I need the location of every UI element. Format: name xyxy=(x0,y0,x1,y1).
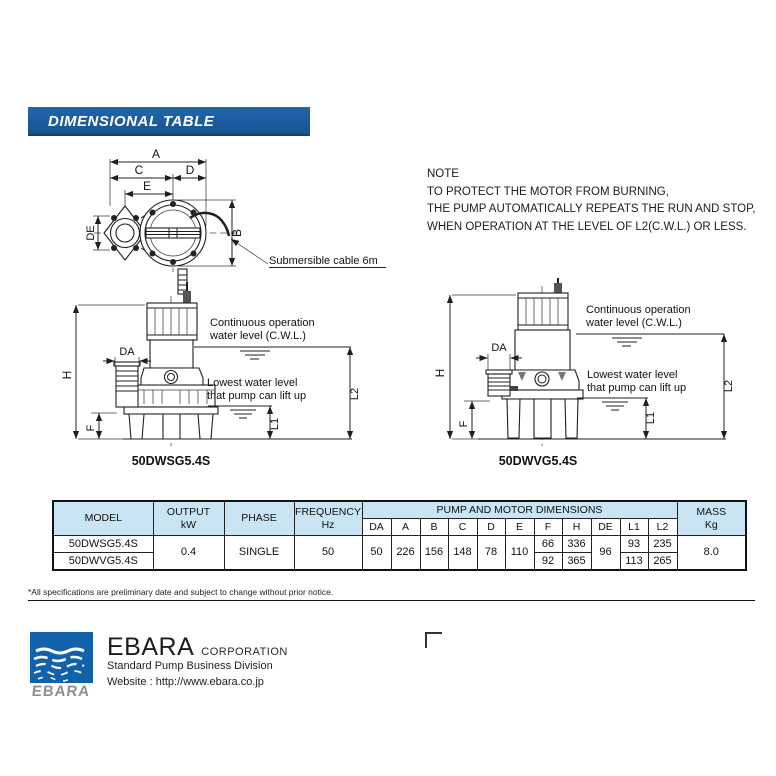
col-header-frequency-line1: FREQUENCY xyxy=(295,506,361,519)
cell-mass: 8.0 xyxy=(677,536,746,571)
col-header-frequency-line2: Hz xyxy=(321,518,335,531)
dim-label-F: F xyxy=(458,420,470,428)
pump-drawing xyxy=(486,278,583,438)
model-caption-dwvg: 50DWVG5.4S xyxy=(498,454,578,468)
dim-label-H: H xyxy=(433,368,447,378)
cell-c: 148 xyxy=(448,536,477,571)
col-header-output-line1: OUTPUT xyxy=(166,506,211,519)
col-header-b: B xyxy=(420,519,448,536)
cell-h: 365 xyxy=(562,553,591,571)
col-header-l2: L2 xyxy=(648,519,677,536)
col-header-frequency xyxy=(294,501,362,536)
dim-label-DE: DE xyxy=(85,225,97,241)
col-header-de: DE xyxy=(591,519,620,536)
dim-label-A: A xyxy=(151,147,161,161)
logo-wordmark: EBARA xyxy=(30,683,92,700)
division-line: Standard Pump Business Division xyxy=(107,660,273,672)
note-line: TO PROTECT THE MOTOR FROM BURNING, xyxy=(427,185,669,198)
col-header-e: E xyxy=(505,519,534,536)
col-header-mass-line2: Kg xyxy=(704,518,718,531)
col-header-d: D xyxy=(477,519,505,536)
dim-label-C: C xyxy=(134,163,144,177)
cell-a: 226 xyxy=(391,536,420,571)
dimensional-table xyxy=(52,500,747,571)
section-title-bar xyxy=(28,107,310,136)
col-header-dimensions-group: PUMP AND MOTOR DIMENSIONS xyxy=(362,501,677,519)
cell-l2: 235 xyxy=(648,536,677,553)
pump-side-view-dwsg xyxy=(60,278,380,478)
cell-f: 66 xyxy=(534,536,562,553)
dim-label-L1: L1 xyxy=(645,411,657,425)
cell-l1: 93 xyxy=(620,536,648,553)
cwl-text-line1: Continuous operation xyxy=(210,317,315,329)
model-caption-dwsg: 50DWSG5.4S xyxy=(131,454,211,468)
col-header-mass xyxy=(677,501,746,536)
col-header-h: H xyxy=(562,519,591,536)
pump-body-top xyxy=(140,200,206,266)
crop-mark-icon xyxy=(425,632,443,650)
dim-label-DA: DA xyxy=(491,342,507,354)
cable-label: Submersible cable 6m xyxy=(269,255,378,267)
cell-phase: SINGLE xyxy=(224,536,294,571)
dim-label-H: H xyxy=(60,370,74,380)
dim-label-E: E xyxy=(142,179,152,193)
lwl-text-line2: that pump can lift up xyxy=(207,390,307,402)
section-title: DIMENSIONAL TABLE xyxy=(48,113,215,130)
company-type: CORPORATION xyxy=(201,646,288,658)
lwl-text-line1: Lowest water level xyxy=(207,377,298,389)
note-line: NOTE xyxy=(427,168,459,180)
col-header-output-line2: kW xyxy=(180,518,197,531)
col-header-f: F xyxy=(534,519,562,536)
footnote: *All specifications are preliminary date and subject to change without prior notice. xyxy=(28,587,334,597)
cell-output: 0.4 xyxy=(153,536,224,571)
cell-f: 92 xyxy=(534,553,562,571)
dim-label-L2: L2 xyxy=(723,379,735,393)
col-header-model: MODEL xyxy=(53,501,153,536)
cell-h: 336 xyxy=(562,536,591,553)
cell-da: 50 xyxy=(362,536,391,571)
ebara-logo xyxy=(30,632,93,683)
dim-label-L2: L2 xyxy=(349,387,361,401)
col-header-l1: L1 xyxy=(620,519,648,536)
cell-model: 50DWSG5.4S xyxy=(53,536,153,553)
pump-drawing xyxy=(114,282,218,439)
note-block xyxy=(427,166,772,236)
cell-l2: 265 xyxy=(648,553,677,571)
col-header-output xyxy=(153,501,224,536)
footnote-rule xyxy=(28,600,755,601)
dim-label-D: D xyxy=(185,163,195,177)
col-header-da: DA xyxy=(362,519,391,536)
pump-side-view-dwvg xyxy=(430,278,760,478)
col-header-a: A xyxy=(391,519,420,536)
lwl-text-line2: that pump can lift up xyxy=(587,382,687,394)
table-row-dwsg xyxy=(53,536,746,553)
cwl-text-line2: water level (C.W.L.) xyxy=(586,317,682,329)
cell-l1: 113 xyxy=(620,553,648,571)
cell-e: 110 xyxy=(505,536,534,571)
cell-model: 50DWVG5.4S xyxy=(53,553,153,571)
cable-leader-line xyxy=(231,239,268,264)
cwl-text-line1: Continuous operation xyxy=(586,304,691,316)
website-line: Website : http://www.ebara.co.jp xyxy=(107,676,264,688)
note-line: WHEN OPERATION AT THE LEVEL OF L2(C.W.L.) OR LESS. xyxy=(427,220,747,233)
dim-label-F: F xyxy=(85,424,97,432)
col-header-mass-line1: MASS xyxy=(696,506,727,519)
note-line: THE PUMP AUTOMATICALLY REPEATS THE RUN AND STOP, xyxy=(427,203,756,215)
company-name: EBARA xyxy=(107,633,195,661)
company-line xyxy=(107,633,288,662)
dim-label-B: B xyxy=(230,228,244,238)
cell-d: 78 xyxy=(477,536,505,571)
cell-frequency: 50 xyxy=(294,536,362,571)
dim-label-L1: L1 xyxy=(269,417,281,431)
col-header-phase: PHASE xyxy=(224,501,294,536)
handle xyxy=(146,228,200,238)
col-header-c: C xyxy=(448,519,477,536)
lwl-text-line1: Lowest water level xyxy=(587,369,678,381)
cell-b: 156 xyxy=(420,536,448,571)
dim-label-DA: DA xyxy=(119,346,135,358)
cwl-text-line2: water level (C.W.L.) xyxy=(210,330,306,342)
cell-de: 96 xyxy=(591,536,620,571)
